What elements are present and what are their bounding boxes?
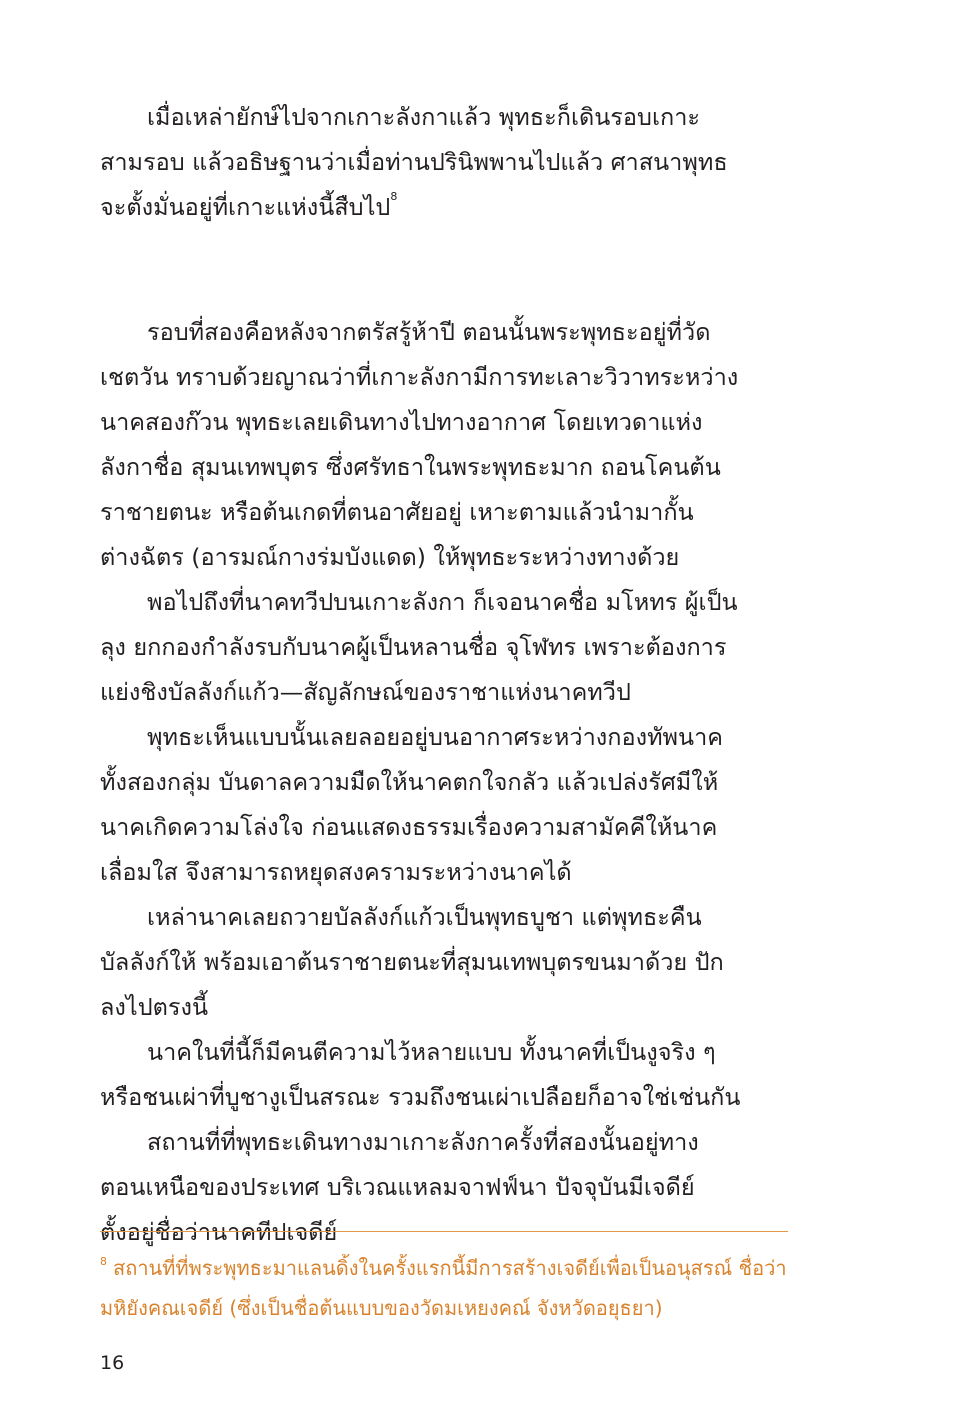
text-line: เลื่อมใส จึงสามารถหยุดสงครามระหว่างนาคได้ [100, 858, 572, 886]
paragraph-2 [100, 310, 790, 580]
text-line: พุทธะเห็นแบบนั้นเลยลอยอยู่บนอากาศระหว่างกองทัพนาค [147, 723, 724, 751]
text-line: พอไปถึงที่นาคทวีปบนเกาะลังกา ก็เจอนาคชื่อ มโหทร ผู้เป็น [147, 588, 738, 616]
text-line: ลงไปตรงนี้ [100, 993, 209, 1021]
text-line: บัลลังก์ให้ พร้อมเอาต้นราชายตนะที่สุมนเทพบุตรขนมาด้วย ปัก [100, 948, 724, 976]
text-line: ลุง ยกกองกำลังรบกับนาคผู้เป็นหลานชื่อ จุโฬทร เพราะต้องการ [100, 633, 727, 661]
text-line: สถานที่ที่พุทธะเดินทางมาเกาะลังกาครั้งที่สองนั้นอยู่ทาง [147, 1128, 699, 1156]
text-line: รอบที่สองคือหลังจากตรัสรู้ห้าปี ตอนนั้นพระพุทธะอยู่ที่วัด [147, 318, 711, 346]
footnote-line [100, 1248, 790, 1288]
text-line: สามรอบ แล้วอธิษฐานว่าเมื่อท่านปรินิพพานไปแล้ว ศาสนาพุทธ [100, 148, 728, 176]
page-number: 16 [100, 1352, 125, 1374]
text-line: หรือชนเผ่าที่บูชางูเป็นสรณะ รวมถึงชนเผ่าเปลือยก็อาจใช่เช่นกัน [100, 1083, 741, 1111]
footnote-mark: 8 [100, 1255, 107, 1268]
text-line: ราชายตนะ หรือต้นเกดที่ตนอาศัยอยู่ เหาะตามแล้วนำมากั้น [100, 498, 694, 526]
text-line: ลังกาชื่อ สุมนเทพบุตร ซึ่งศรัทธาในพระพุทธะมาก ถอนโคนต้น [100, 453, 721, 481]
paragraph-1 [100, 95, 790, 230]
text-line: นาคสองก๊วน พุทธะเลยเดินทางไปทางอากาศ โดยเทวดาแห่ง [100, 408, 703, 436]
footnote-reference[interactable]: 8 [390, 190, 398, 203]
text-line: เชตวัน ทราบด้วยญาณว่าที่เกาะลังกามีการทะเลาะวิวาทระหว่าง [100, 363, 739, 391]
footnote-text: สถานที่ที่พระพุทธะมาแลนดิ้งในครั้งแรกนี้มีการสร้างเจดีย์เพื่อเป็นอนุสรณ์ ชื่อว่า [113, 1256, 787, 1280]
text-line: นาคในที่นี้ก็มีคนตีความไว้หลายแบบ ทั้งนาคที่เป็นงูจริง ๆ [147, 1038, 716, 1066]
text-line: เมื่อเหล่ายักษ์ไปจากเกาะลังกาแล้ว พุทธะก็เดินรอบเกาะ [147, 103, 701, 131]
paragraph-3 [100, 580, 790, 715]
text-line: ทั้งสองกลุ่ม บันดาลความมืดให้นาคตกใจกลัว แล้วเปล่งรัศมีให้ [100, 768, 719, 796]
footnote [100, 1248, 790, 1328]
footnote-divider [100, 1231, 788, 1232]
text-line: เหล่านาคเลยถวายบัลลังก์แก้วเป็นพุทธบูชา แต่พุทธะคืน [147, 903, 702, 931]
paragraph-5 [100, 895, 790, 1030]
section-gap [100, 230, 790, 310]
text-line: นาคเกิดความโล่งใจ ก่อนแสดงธรรมเรื่องความสามัคคีให้นาค [100, 813, 718, 841]
text-line: ตั้งอยู่ชื่อว่านาคทีปเจดีย์ [100, 1218, 338, 1246]
paragraph-6 [100, 1030, 790, 1120]
text-line: ตอนเหนือของประเทศ บริเวณแหลมจาฟฟ์นา ปัจจุบันมีเจดีย์ [100, 1173, 695, 1201]
main-text [100, 95, 790, 1255]
text-line [100, 185, 790, 230]
paragraph-7 [100, 1120, 790, 1255]
text-line-content: จะตั้งมั่นอยู่ที่เกาะแห่งนี้สืบไป [100, 193, 391, 221]
paragraph-4 [100, 715, 790, 895]
footnote-line: มหิยังคณเจดีย์ (ซึ่งเป็นชื่อต้นแบบของวัดมเหยงคณ์ จังหวัดอยุธยา) [100, 1296, 663, 1320]
text-line: แย่งชิงบัลลังก์แก้ว—สัญลักษณ์ของราชาแห่งนาคทวีป [100, 678, 631, 706]
text-line: ต่างฉัตร (อารมณ์กางร่มบังแดด) ให้พุทธะระหว่างทางด้วย [100, 543, 680, 571]
